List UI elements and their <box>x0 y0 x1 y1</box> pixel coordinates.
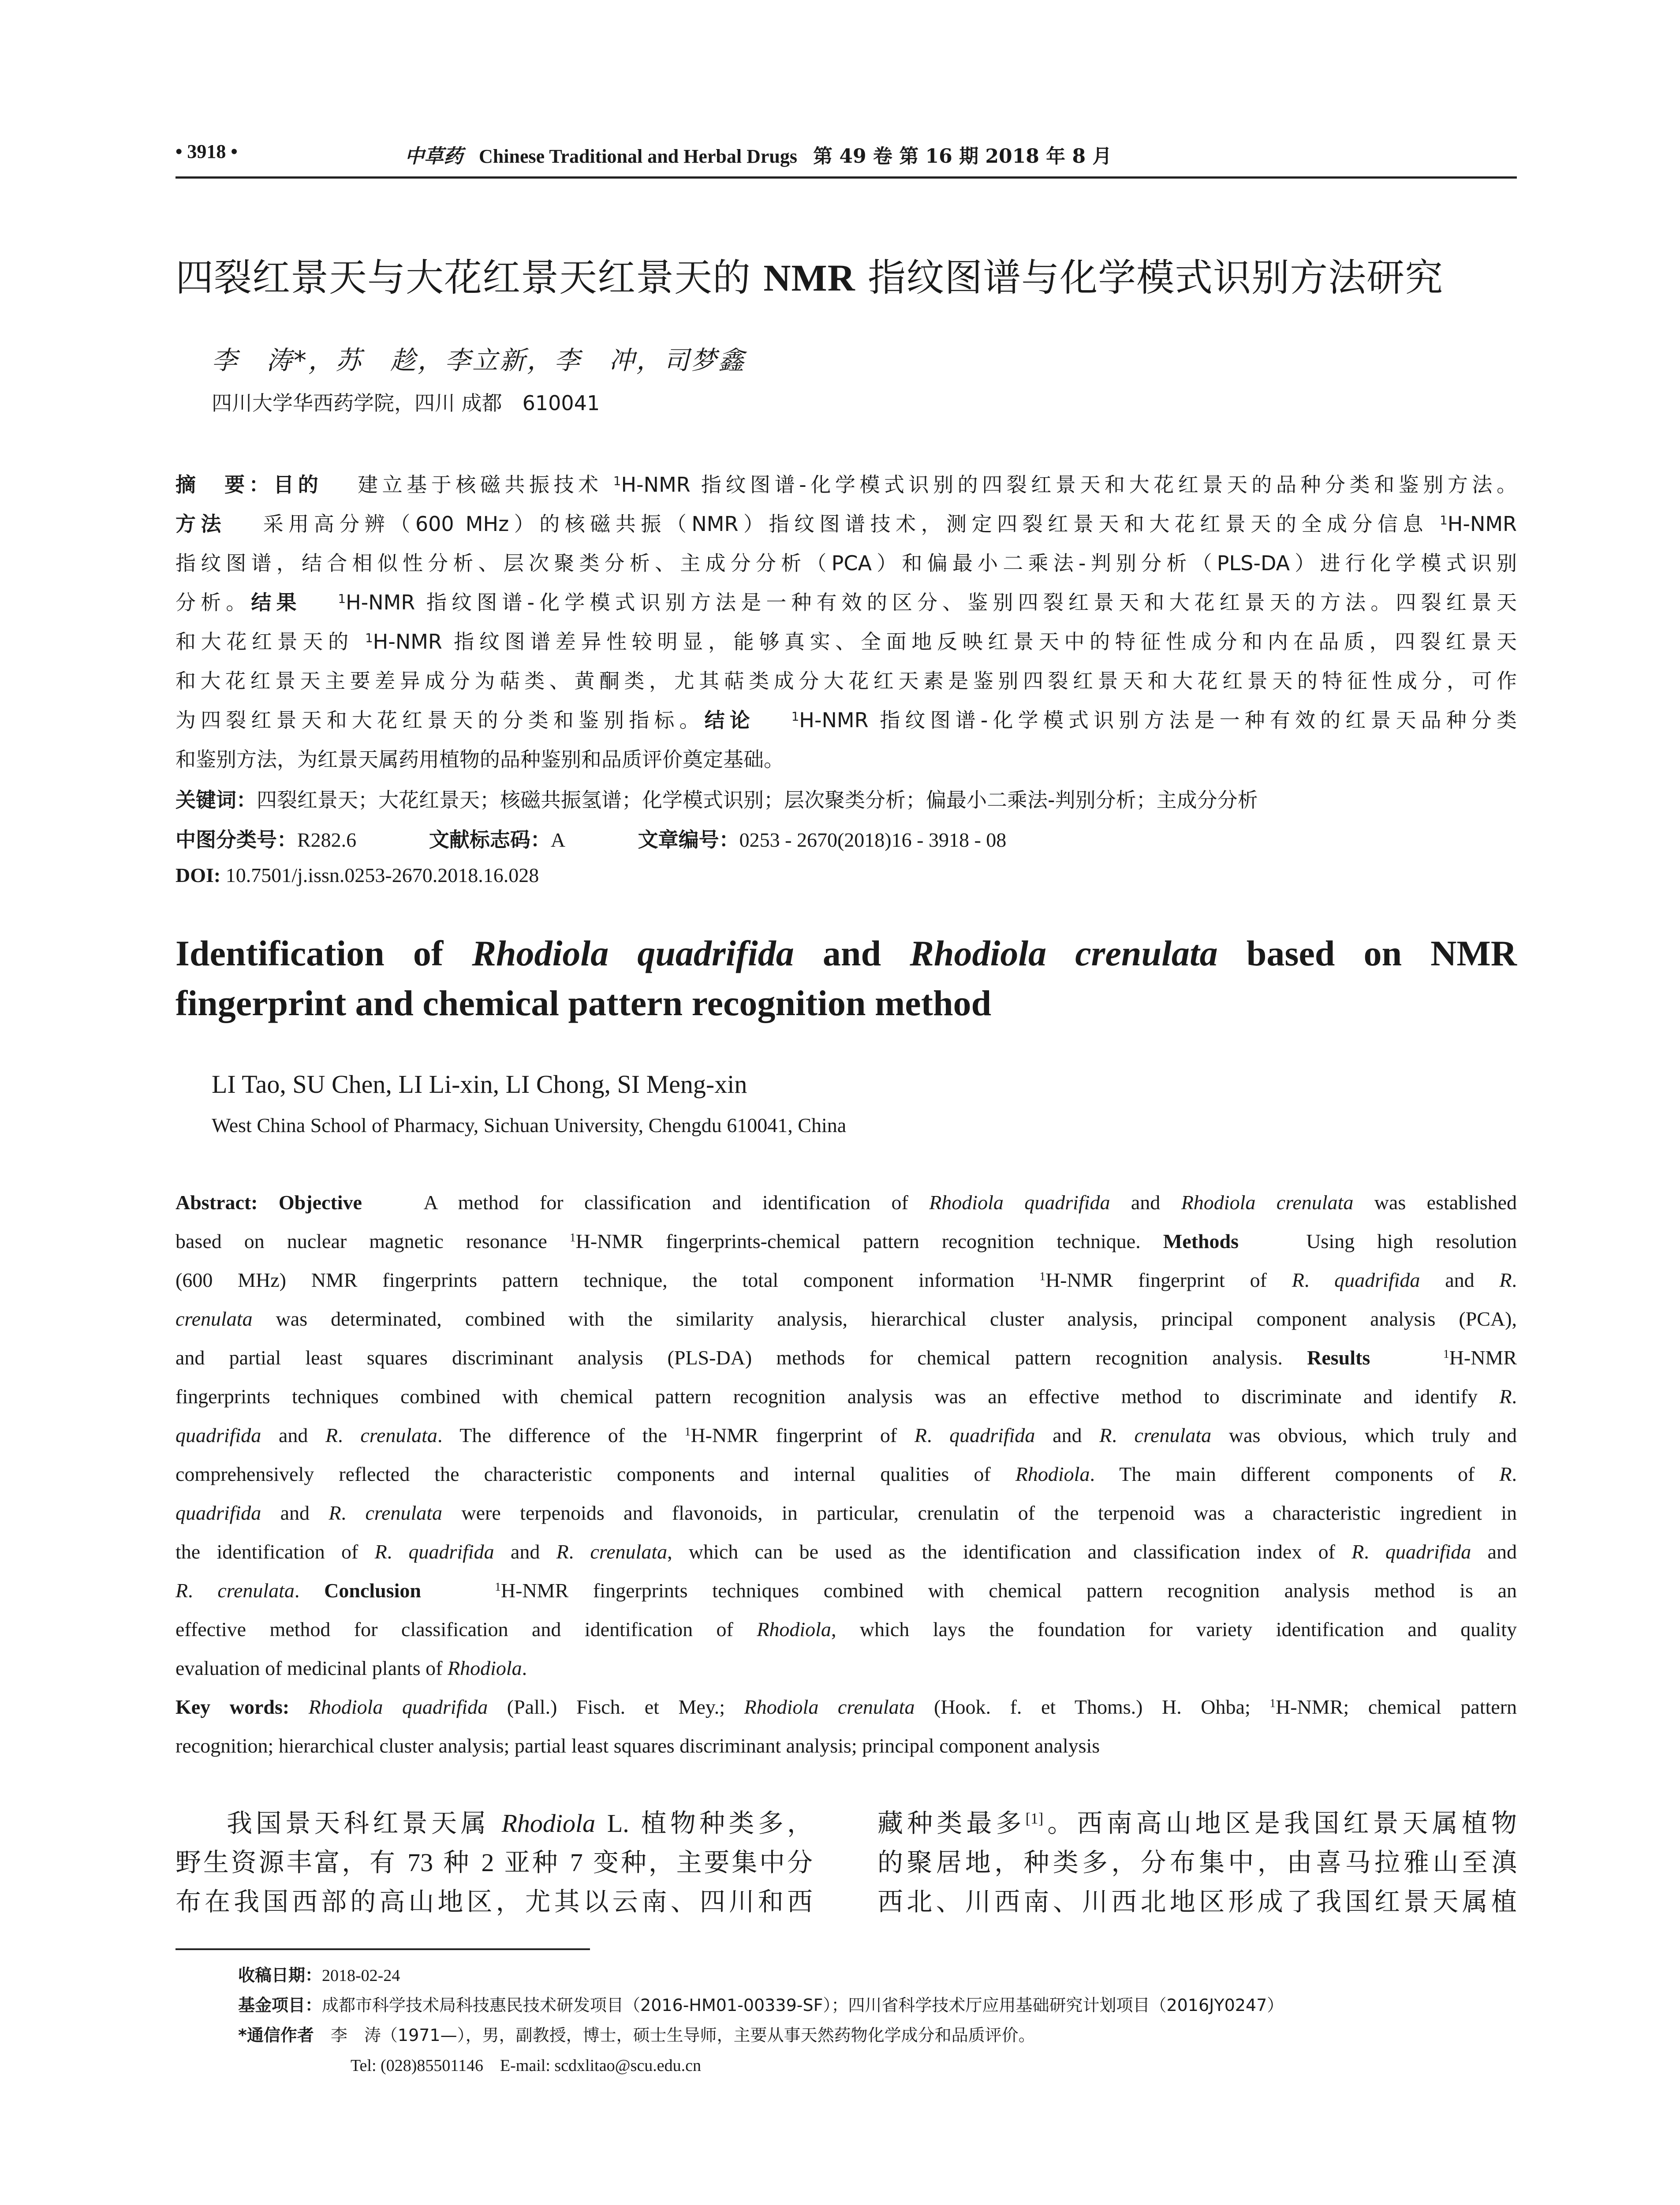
abstract-en-line: fingerprints techniques combined with chemical pattern recognition analysis was an effective method to discriminate and identify R. <box>175 1385 1517 1408</box>
body-column-right: 藏种类最多[1]。西南高山地区是我国红景天属植物 的聚居地，种类多，分布集中，由喜马拉雅山至滇 西北、川西南、川西北地区形成了我国红景天属植 <box>877 1808 1517 1917</box>
abstract-en-line: the identification of R. quadrifida and R. crenulata, which can be used as the identification and classification index of R. quadrifida and <box>175 1540 1517 1563</box>
footnote-contact: Tel: (028)85501146 E-mail: scdxlitao@scu.edu.cn <box>351 2056 701 2075</box>
keywords-cn-label: 关键词： <box>175 788 257 812</box>
affiliation-en: West China School of Pharmacy, Sichuan University, Chengdu 610041, China <box>212 1114 847 1136</box>
methods-label-en: Methods <box>1163 1230 1239 1252</box>
footnote-received <box>238 1962 400 1986</box>
title-cn-en: NMR <box>763 257 855 299</box>
journal-issue: 第 49 卷 第 16 期 2018 年 8 月 <box>813 145 1112 168</box>
doi-label: DOI: <box>175 864 221 886</box>
abstract-en-line: quadrifida and R. crenulata. The difference of the $^1$H-NMR fingerprint of R. quadrifida and R. crenulata was obvious, which truly and <box>175 1424 1517 1446</box>
results-label-en: Results <box>1307 1346 1370 1369</box>
abstract-en-line: and partial least squares discriminant analysis (PLS-DA) methods for chemical pattern recognition analysis. Results $^1$H-NMR <box>175 1346 1517 1369</box>
abstract-en-line: quadrifida and R. crenulata were terpenoids and flavonoids, in particular, crenulatin of the terpenoid was a characteristic ingredient in <box>175 1502 1517 1524</box>
abstract-cn-label: 摘 要： <box>175 473 274 497</box>
abstract-en-line: (600 MHz) NMR fingerprints pattern technique, the total component information $^1$H-NMR fingerprint of R. quadrifida and R. <box>175 1269 1517 1291</box>
title-cn-part1: 四裂红景天与大花红景天红景天的 <box>175 256 764 300</box>
journal-name-en: Chinese Traditional and Herbal Drugs <box>479 146 798 167</box>
doi-line <box>175 863 539 887</box>
abstract-en-line: comprehensively reflected the characteristic components and internal qualities of Rhodiola. The main different components of R. <box>175 1463 1517 1485</box>
article-no-label: 文章编号： <box>638 828 739 852</box>
page-number: • 3918 • <box>175 141 238 162</box>
authors-cn: 李 涛*，苏 趁，李立新，李 冲，司梦鑫 <box>212 345 746 375</box>
classification-line <box>175 824 1006 853</box>
abstract-en-line: R. crenulata. Conclusion $^1$H-NMR fingerprints techniques combined with chemical pattern recognition analysis method is an <box>175 1579 1517 1602</box>
objective-label-cn: 目的 <box>273 473 323 497</box>
keywords-en-label: Key words: <box>175 1696 290 1718</box>
received-value: 2018-02-24 <box>322 1966 400 1985</box>
results-label-cn: 结果 <box>251 590 302 614</box>
fund-value: 成都市科学技术局科技惠民技术研发项目（2016-HM01-00339-SF）；四川省科学技术厅应用基础研究计划项目（2016JY0247） <box>322 1996 1284 2015</box>
corr-value: 李 涛（1971—），男，副教授，博士，硕士生导师，主要从事天然药物化学成分和品质评价。 <box>330 2026 1035 2045</box>
abstract-cn: 摘 要：目的 建立基于核磁共振技术 $^1$H-NMR 指纹图谱-化学模式识别的四裂红景天和大花红景天的品种分类和鉴别方法。 方法 采用高分辨（600 MHz）的核磁共振（NMR）指纹图谱技术，测定四裂红景天和大花红景天的全成分信息 $^1$H-NMR 指纹图谱，结合相似性分析、层次聚类分析、主成分分析（PCA）和偏最小二乘法-判别分析（PLS-DA）进行化学模式识别 分析。结果 $^1$H-NMR 指纹图谱-化学模式识别方法是一种有效的区分、鉴别四裂红景天和大花红景天的方法。四裂红景天 和大花红景天的 $^1$H-NMR 指纹图谱差异性较明显，能够真实、全面地反映红景天中的特征性成分和内在品质，四裂红景天 和大花红景天主要差异成分为萜类、黄酮类，尤其萜类成分大花红天素是鉴别四裂红景天和大花红景天的特征性成分，可作 为四裂红景天和大花红景天的分类和鉴别指标。结论 $^1$H-NMR 指纹图谱-化学模式识别方法是一种有效的红景天品种分类 和鉴别方法，为红景天属药用植物的品种鉴别和品质评价奠定基础。 <box>175 473 1517 771</box>
received-label: 收稿日期： <box>238 1966 322 1985</box>
doi-value[interactable]: 10.7501/j.issn.0253-2670.2018.16.028 <box>225 864 539 886</box>
keywords-en-line: Key words: Rhodiola quadrifida (Pall.) Fisch. et Mey.; Rhodiola crenulata (Hook. f. et Thoms.) H. Ohba; $^1$H-NMR; chemical pattern <box>175 1696 1517 1718</box>
fund-label: 基金项目： <box>238 1996 322 2015</box>
journal-name-cn: 中草药 <box>405 145 463 168</box>
authors-en: LI Tao, SU Chen, LI Li-xin, LI Chong, SI Meng-xin <box>212 1070 747 1099</box>
abstract-en-label: Abstract: <box>175 1191 258 1214</box>
footnote-correspondence <box>238 2022 1035 2046</box>
conclusion-label-cn: 结论 <box>704 708 755 732</box>
abstract-en-line: Abstract: Objective A method for classification and identification of Rhodiola quadrifida and Rhodiola crenulata was established <box>175 1191 1517 1214</box>
abstract-en-line: crenulata was determinated, combined with the similarity analysis, hierarchical cluster analysis, principal component analysis (PCA), <box>175 1308 1517 1330</box>
keywords-cn <box>175 784 1258 813</box>
article-no-value: 0253 - 2670(2018)16 - 3918 - 08 <box>739 829 1007 851</box>
conclusion-label-en: Conclusion <box>324 1579 421 1602</box>
methods-label-cn: 方法 <box>175 512 227 536</box>
body-column-left: 我国景天科红景天属 Rhodiola L. 植物种类多， 野生资源丰富，有 73 种 2 亚种 7 变种，主要集中分 布在我国西部的高山地区，尤其以云南、四川和西 <box>175 1808 813 1917</box>
objective-label-en: Objective <box>278 1191 362 1214</box>
title-cn-part2: 指纹图谱与化学模式识别方法研究 <box>855 256 1444 300</box>
doc-code-value: A <box>550 829 566 851</box>
corr-label: *通信作者 <box>238 2026 314 2045</box>
title-cn <box>175 247 1443 302</box>
footnote-rule <box>175 1948 590 1950</box>
journal-header <box>405 140 1112 168</box>
abstract-en-line: effective method for classification and identification of Rhodiola, which lays the foundation for variety identification and quality <box>175 1618 1517 1641</box>
keywords-en-line: recognition; hierarchical cluster analysis; partial least squares discriminant analysis; principal component analysis <box>175 1734 1100 1757</box>
title-en: Identification of Rhodiola quadrifida and Rhodiola crenulata based on NMR fingerprint and chemical pattern recognition method <box>175 933 1517 1023</box>
clc-value: R282.6 <box>297 829 357 851</box>
affiliation-cn: 四川大学华西药学院，四川 成都 610041 <box>212 391 600 415</box>
header-rule <box>175 176 1517 179</box>
footnote-fund <box>238 1992 1284 2016</box>
keywords-cn-text: 四裂红景天；大花红景天；核磁共振氢谱；化学模式识别；层次聚类分析；偏最小二乘法-判别分析；主成分分析 <box>257 788 1258 812</box>
abstract-en-line: based on nuclear magnetic resonance $^1$H-NMR fingerprints-chemical pattern recognition technique. Methods Using high resolution <box>175 1230 1517 1252</box>
clc-label: 中图分类号： <box>175 828 297 852</box>
doc-code-label: 文献标志码： <box>429 828 551 852</box>
abstract-en-line: evaluation of medicinal plants of Rhodiola. <box>175 1657 527 1679</box>
